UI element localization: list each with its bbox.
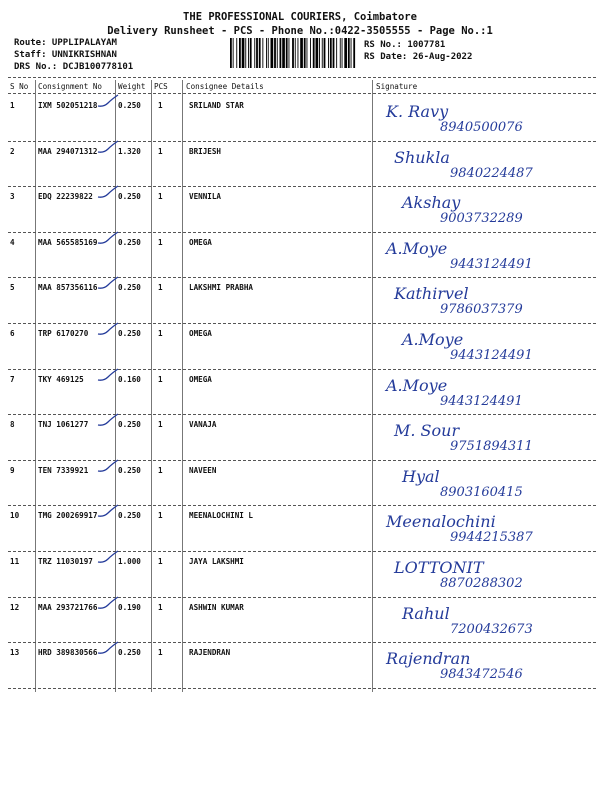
sno-cell: 8 [10,420,15,430]
pcs-cell: 1 [158,329,163,338]
table-row [0,643,600,689]
signature-name: Akshay [402,193,461,213]
drs-label: DRS No.: DCJB100778101 [14,62,134,72]
table-row [0,187,600,233]
check-mark-icon [96,459,120,475]
signature-phone: 8940500076 [440,120,523,135]
signature-phone: 9003732289 [440,211,523,227]
consignment-cell: IXM 502051218 [38,101,98,110]
consignee-cell: VENNILA [189,192,222,202]
consignee-cell: JAYA LAKSHMI [189,557,244,566]
table-row [0,552,600,598]
col-consignee: Consignee Details [186,82,264,91]
pcs-cell: 1 [158,602,163,612]
company-title: THE PROFESSIONAL COURIERS, Coimbatore [183,11,417,23]
consignee-cell: SRILAND STAR [189,101,244,110]
runsheet-title: Delivery Runsheet - PCS - Phone No.:0422-3505555 - Page No.:1 [107,25,493,37]
signature-name: Rajendran [386,649,471,669]
sno-cell: 6 [10,329,15,338]
consignment-cell: TMG 200269917 [38,511,98,521]
table-row [0,598,600,644]
table-row [0,142,600,188]
weight-cell: 0.190 [118,602,141,612]
consignment-cell: TNJ 1061277 [38,420,89,430]
sno-cell: 2 [10,146,15,156]
check-mark-icon [96,504,120,520]
table-row [0,278,600,324]
weight-cell: 0.250 [118,283,141,293]
col-sno: S No [10,82,29,91]
check-mark-icon [96,140,120,156]
sno-cell: 4 [10,237,15,247]
check-mark-icon [96,231,120,247]
signature-name: Meenalochini [386,512,496,532]
sno-cell: 13 [10,648,20,658]
signature-phone: 9443124491 [440,393,523,409]
weight-cell: 0.250 [118,648,141,658]
pcs-cell: 1 [158,420,163,430]
pcs-cell: 1 [158,557,163,566]
sno-cell: 5 [10,283,15,293]
signature-name: A.Moye [386,238,448,258]
pcs-cell: 1 [158,237,163,247]
consignment-cell: TRP 6170270 [38,329,89,338]
signature-phone: 9840224487 [450,165,533,181]
signature-phone: 9843472546 [440,667,523,683]
pcs-cell: 1 [158,101,163,110]
consignee-cell: BRIJESH [189,146,222,156]
table-row [0,324,600,370]
table-row [0,506,600,552]
weight-cell: 1.320 [118,146,141,156]
signature-phone: 8870288302 [440,576,523,591]
route-label: Route: UPPLIPALAYAM [14,38,117,48]
consignee-cell: VANAJA [189,420,217,430]
signature-name: LOTTONIT [394,558,484,577]
consignee-cell: MEENALOCHINI L [189,511,254,521]
sno-cell: 1 [10,101,15,110]
consignment-cell: MAA 294071312 [38,146,98,156]
signature-name: Rahul [402,603,450,623]
check-mark-icon [96,276,120,292]
sno-cell: 9 [10,465,15,475]
signature-phone: 8903160415 [440,484,523,500]
consignment-cell: TRZ 11030197 [38,557,93,566]
signature-phone: 9786037379 [440,302,523,318]
signature-name: Kathirvel [394,284,469,304]
sno-cell: 3 [10,192,15,202]
consignee-cell: ASHWIN KUMAR [189,602,244,612]
table-row [0,461,600,507]
weight-cell: 0.250 [118,329,141,338]
rs-date: RS Date: 26-Aug-2022 [364,52,473,62]
rs-number: RS No.: 1007781 [364,40,446,50]
sno-cell: 10 [10,511,20,521]
consignment-cell: EDQ 22239822 [38,192,93,202]
consignee-cell: OMEGA [189,329,212,338]
consignment-cell: TKY 469125 [38,374,84,384]
weight-cell: 0.250 [118,511,141,521]
signature-phone: 9944215387 [450,530,533,546]
consignee-cell: OMEGA [189,374,212,384]
sno-cell: 12 [10,602,20,612]
signature-name: Shukla [394,147,450,167]
weight-cell: 0.250 [118,237,141,247]
check-mark-icon [96,94,120,110]
weight-cell: 0.160 [118,374,141,384]
consignee-cell: OMEGA [189,237,212,247]
consignment-cell: MAA 857356116 [38,283,98,293]
consignee-cell: RAJENDRAN [189,648,231,658]
signature-name: A.Moye [386,375,448,395]
table-row [0,415,600,461]
pcs-cell: 1 [158,648,163,658]
check-mark-icon [96,322,120,338]
signature-phone: 9751894311 [450,439,533,455]
signature-phone: 9443124491 [450,348,533,363]
signature-phone: 9443124491 [450,256,533,272]
pcs-cell: 1 [158,146,163,156]
col-weight: Weight [118,82,146,91]
sno-cell: 7 [10,374,15,384]
weight-cell: 0.250 [118,465,141,475]
signature-name: M. Sour [394,421,460,441]
check-mark-icon [96,596,120,612]
check-mark-icon [96,413,120,429]
header-top-rule [8,77,596,78]
table-row [0,370,600,416]
signature-name: Hyal [402,466,440,486]
pcs-cell: 1 [158,192,163,202]
table-row [0,233,600,279]
col-signature: Signature [376,82,418,91]
staff-label: Staff: UNNIKRISHNAN [14,50,117,60]
check-mark-icon [96,368,120,384]
weight-cell: 0.250 [118,101,141,110]
consignment-cell: TEN 7339921 [38,465,89,475]
pcs-cell: 1 [158,283,163,293]
row-divider [8,688,596,689]
check-mark-icon [96,550,120,566]
pcs-cell: 1 [158,465,163,475]
consignment-cell: HRD 389830566 [38,648,98,658]
weight-cell: 1.000 [118,557,141,566]
signature-name: K. Ravy [386,102,449,121]
signature-name: A.Moye [402,330,464,349]
check-mark-icon [96,641,120,657]
consignment-cell: MAA 293721766 [38,602,98,612]
check-mark-icon [96,185,120,201]
pcs-cell: 1 [158,511,163,521]
signature-phone: 7200432673 [450,621,533,637]
pcs-cell: 1 [158,374,163,384]
col-pcs: PCS [154,82,168,91]
consignee-cell: LAKSHMI PRABHA [189,283,254,293]
col-consignment: Consignment No [38,82,103,91]
table-row [0,96,600,142]
consignment-cell: MAA 565585169 [38,237,98,247]
sno-cell: 11 [10,557,20,566]
consignee-cell: NAVEEN [189,465,217,475]
barcode-image [230,38,356,68]
weight-cell: 0.250 [118,192,141,202]
weight-cell: 0.250 [118,420,141,430]
